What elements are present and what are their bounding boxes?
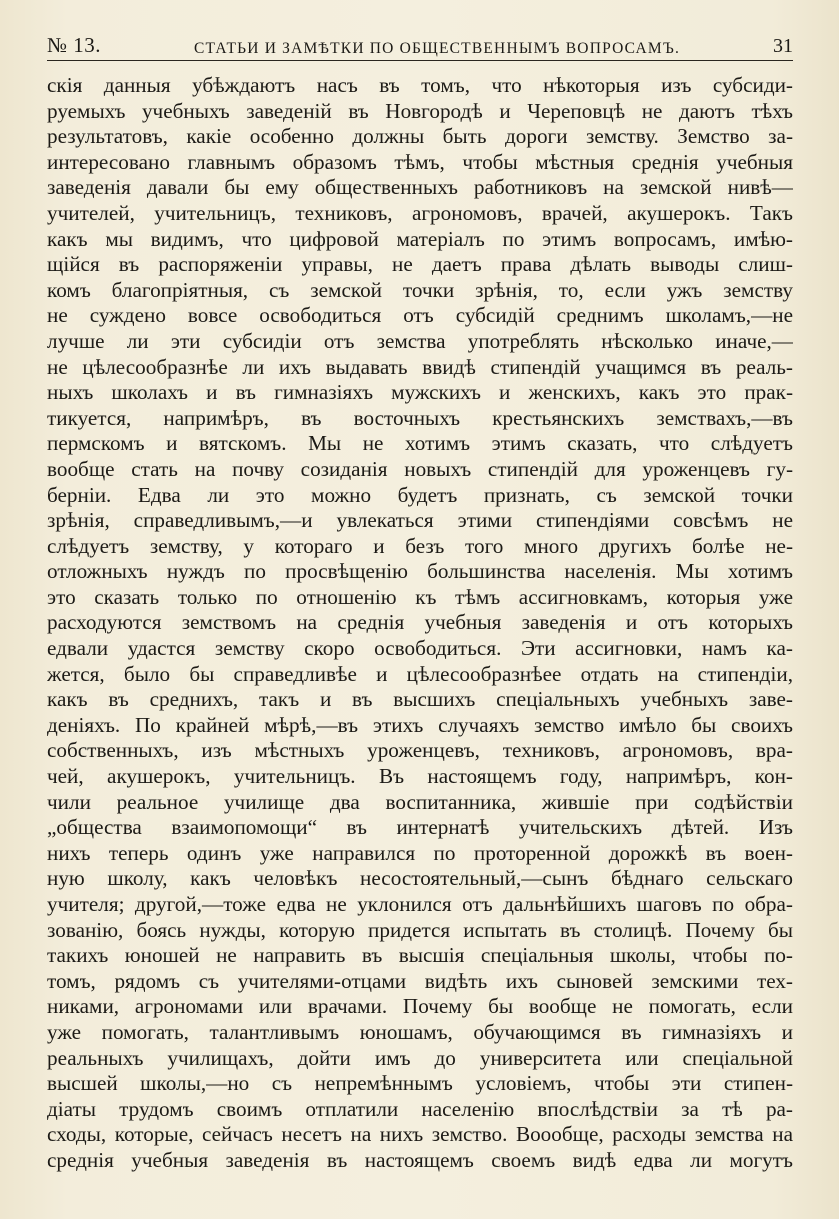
text-line: учителей, учительницъ, техниковъ, агрономовъ, врачей, акушерокъ. Такъ <box>47 200 793 225</box>
text-line: лучше ли эти субсидіи отъ земства употреблять нѣсколько иначе,— <box>47 328 793 353</box>
text-line: „общества взаимопомощи“ въ интернатѣ учительскихъ дѣтей. Изъ <box>47 815 793 840</box>
text-line: такихъ юношей не направить въ высшія спеціальныя школы, чтобы по- <box>47 943 793 968</box>
text-line: скія данныя убѣждаютъ насъ въ томъ, что нѣкоторыя изъ субсиди- <box>47 73 793 97</box>
text-line: это сказать только по отношенію къ тѣмъ ассигновкамъ, которыя уже <box>47 584 793 609</box>
text-line: едвали удастся земству скоро освободиться. Эти ассигновки, намъ ка- <box>47 636 793 661</box>
text-line: пермскомъ и вятскомъ. Мы не хотимъ этимъ сказать, что слѣдуетъ <box>47 431 793 456</box>
text-line: берніи. Едва ли это можно будетъ признать, съ земской точки <box>47 482 793 507</box>
text-line: какъ мы видимъ, что цифровой матеріалъ по этимъ вопросамъ, имѣю- <box>47 226 793 251</box>
text-line: чили реальное училище два воспитанника, жившіе при содѣйствіи <box>47 789 793 814</box>
text-line: никами, агрономами или врачами. Почему бы вообще не помогать, если <box>47 994 793 1019</box>
page-number: 31 <box>773 35 793 57</box>
text-line: зрѣнія, справедливымъ,—и увлекаться этими стипендіями совсѣмъ не <box>47 508 793 533</box>
text-line: томъ, рядомъ съ учителями-отцами видѣть ихъ сыновей земскими тех- <box>47 968 793 993</box>
text-line: интересовано главнымъ образомъ тѣмъ, чтобы мѣстныя среднія учебныя <box>47 149 793 174</box>
text-line: чей, акушерокъ, учительницъ. Въ настоящемъ году, напримѣръ, кон- <box>47 764 793 789</box>
text-line: реальныхъ училищахъ, дойти имъ до университета или спеціальной <box>47 1045 793 1070</box>
text-line: нихъ теперь одинъ уже направился по проторенной дорожкѣ въ воен- <box>47 840 793 865</box>
text-line: діаты трудомъ своимъ отплатили населенію впослѣдствіи за тѣ ра- <box>47 1096 793 1121</box>
text-line: вообще стать на почву созиданія новыхъ стипендій для уроженцевъ гу- <box>47 456 793 481</box>
text-line: среднія учебныя заведенія въ настоящемъ своемъ видѣ едва ли могутъ <box>47 1147 793 1172</box>
text-line: результатовъ, какіе особенно должны быть дороги земству. Земство за- <box>47 124 793 149</box>
text-line: деніяхъ. По крайней мѣрѣ,—въ этихъ случаяхъ земство имѣло бы своихъ <box>47 712 793 737</box>
text-line: не суждено вовсе освободиться отъ субсидій среднимъ школамъ,—не <box>47 303 793 328</box>
text-line: комъ благопріятныя, съ земской точки зрѣнія, то, если ужъ земству <box>47 277 793 302</box>
text-line: не цѣлесообразнѣе ли ихъ выдавать ввидѣ стипендій учащимся въ реаль- <box>47 354 793 379</box>
text-line: уже помогать, талантливымъ юношамъ, обучающимся въ гимназіяхъ и <box>47 1019 793 1044</box>
text-line: руемыхъ учебныхъ заведеній въ Новгородѣ и Череповцѣ не даютъ тѣхъ <box>47 98 793 123</box>
text-line: сходы, которые, сейчасъ несетъ на нихъ земство. Воообще, расходы земства на <box>47 1122 793 1147</box>
text-line: высшей школы,—но съ непремѣннымъ условіемъ, чтобы эти стипен- <box>47 1071 793 1096</box>
text-line: ную школу, какъ человѣкъ несостоятельный,—сынъ бѣднаго сельскаго <box>47 866 793 891</box>
text-line: заведенія давали бы ему общественныхъ работниковъ на земской нивѣ— <box>47 175 793 200</box>
text-line: какъ въ среднихъ, такъ и въ высшихъ спеціальныхъ учебныхъ заве- <box>47 687 793 712</box>
running-header <box>47 28 793 61</box>
section-title: СТАТЬИ И ЗАМѢТКИ ПО ОБЩЕСТВЕННЫМЪ ВОПРОСАМЪ. <box>194 40 681 57</box>
text-line: жется, было бы справедливѣе и цѣлесообразнѣее отдать на стипендіи, <box>47 661 793 686</box>
text-line: отложныхъ нуждъ по просвѣщенію большинства населенія. Мы хотимъ <box>47 559 793 584</box>
text-line: щійся въ распоряженіи управы, не даетъ права дѣлать выводы слиш- <box>47 252 793 277</box>
article-text <box>47 73 793 1174</box>
text-line: ныхъ школахъ и въ гимназіяхъ мужскихъ и женскихъ, какъ это прак- <box>47 380 793 405</box>
text-line: учителя; другой,—тоже едва не уклонился отъ дальнѣйшихъ шаговъ по обра- <box>47 892 793 916</box>
text-line: слѣдуетъ земству, у котораго и безъ того много другихъ болѣе не- <box>47 533 793 558</box>
text-line: расходуются земствомъ на среднія учебныя заведенія и отъ которыхъ <box>47 610 793 635</box>
text-line: зованію, боясь нужды, которую придется испытать въ столицѣ. Почему бы <box>47 917 793 942</box>
issue-number: № 13. <box>47 33 102 57</box>
text-line: тикуется, напримѣръ, въ восточныхъ крестьянскихъ земствахъ,—въ <box>47 405 793 430</box>
text-line: собственныхъ, изъ мѣстныхъ уроженцевъ, техниковъ, агрономовъ, вра- <box>47 738 793 763</box>
